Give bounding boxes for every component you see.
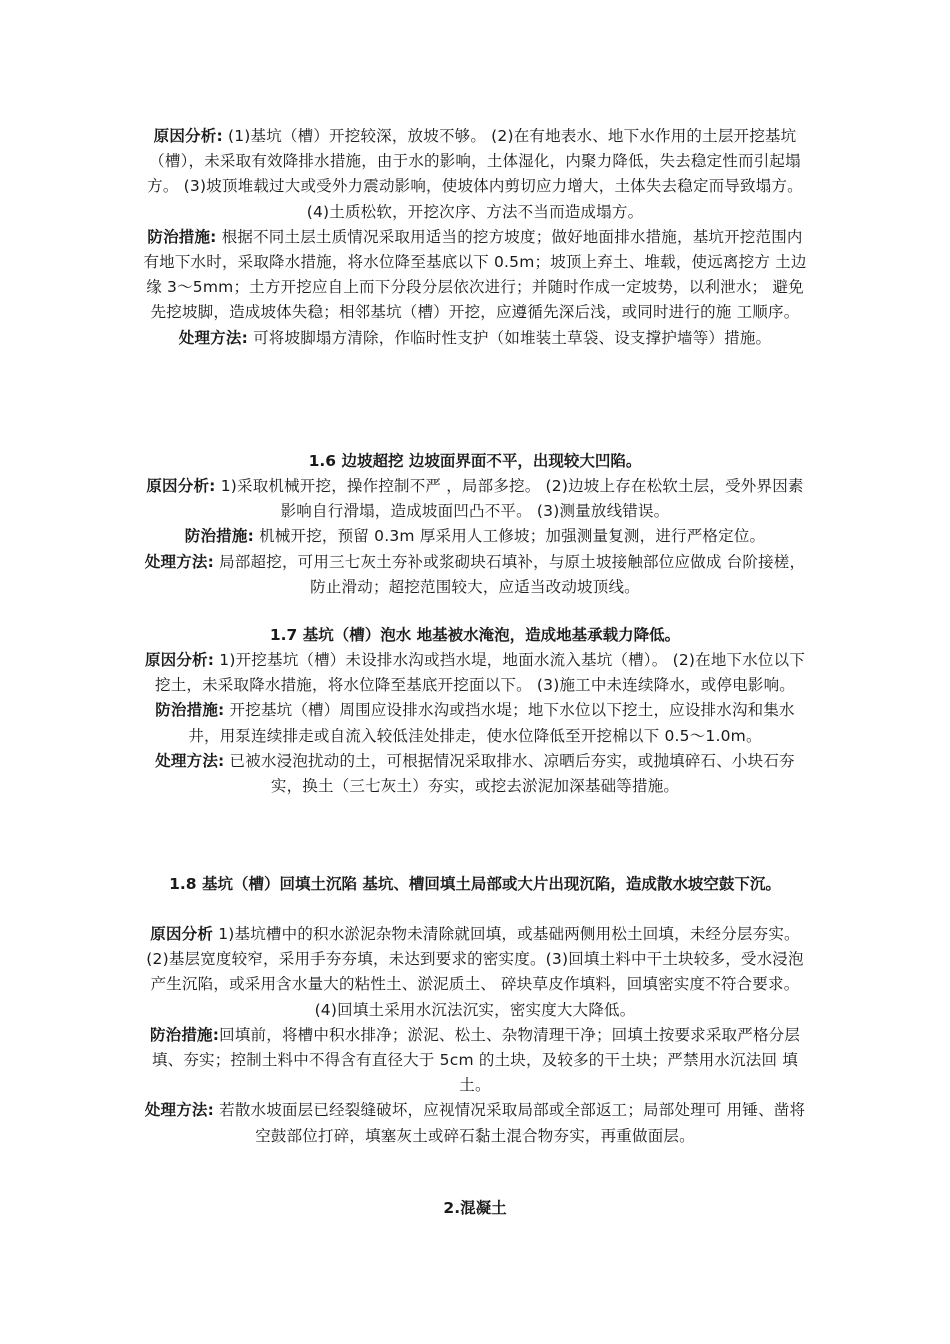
- section-1-6: [140, 474, 810, 600]
- treatment-text: 若散水坡面层已经裂缝破坏，应视情况采取局部或全部返工；局部处理可 用锤、凿将空鼓部位打碎，填塞灰土或碎石黏土混合物夯实，再重做面层。: [214, 1101, 806, 1145]
- cause-paragraph: [140, 648, 810, 698]
- section-1-7: [140, 648, 810, 799]
- cause-text: (1)基坑（槽）开挖较深，放坡不够。 (2)在有地表水、地下水作用的土层开挖基坑（槽），未采取有效降排水措施，由于水的影响，土体湿化，内聚力降低，失去稳定性而引起塌方。 (3)坡顶堆载过大或受外力震动影响，使坡体内剪切应力增大，土体失去稳定而导致塌方。(4)土质松软，开挖次序、方法不当而造成塌方。: [147, 127, 803, 221]
- cause-text: 1)采取机械开挖，操作控制不严 ，局部多挖。 (2)边坡上存在松软土层，受外界因素影响自行滑塌，造成坡面凹凸不平。 (3)测量放线错误。: [215, 477, 804, 521]
- prevention-paragraph: [140, 1023, 810, 1099]
- treatment-paragraph: [140, 1098, 810, 1148]
- cause-label: 原因分析:: [144, 651, 215, 669]
- treatment-text: 局部超挖，可用三七灰土夯补或浆砌块石填补，与原土坡接触部位应做成 台阶接槎，防止滑动；超挖范围较大，应适当改动坡顶线。: [214, 552, 806, 596]
- treatment-label: 处理方法:: [144, 1101, 215, 1120]
- prevention-paragraph: [140, 698, 810, 748]
- cause-label: 原因分析: [150, 925, 214, 943]
- treatment-paragraph: [140, 550, 810, 600]
- cause-label: 原因分析:: [153, 127, 223, 145]
- prevention-text: 回填前，将槽中积水排净；淤泥、松土、杂物清理干净；回填土按要求采取严格分层填、夯实；控制土料中不得含有直径大于 5cm 的土块，及较多的干土块；严禁用水沉法回 填土。: [151, 1025, 801, 1095]
- prevention-text: 根据不同土层土质情况采取用适当的挖方坡度；做好地面排水措施，基坑开挖范围内有地下水时，采取降水措施，将水位降至基底以下 0.5m；坡顶上弃土、堆载，使远离挖方 土边缘 3～5mm；土方开挖应自上而下分段分层依次进行；并随时作成一定坡势，以利泄水； 避免先挖坡脚，造成坡体失稳；相邻基坑（槽）开挖，应遵循先深后浅，或同时进行的施 工顺序。: [143, 227, 807, 322]
- prevention-label: 防治措施:: [184, 527, 254, 546]
- treatment-paragraph: [140, 749, 810, 799]
- prevention-label: 防治措施:: [147, 227, 217, 246]
- treatment-text: 可将坡脚塌方清除，作临时性支护（如堆装土草袋、设支撑护墙等）措施。: [247, 328, 772, 347]
- section-2-heading: 2.混凝土: [443, 1199, 507, 1217]
- treatment-paragraph: [140, 326, 810, 351]
- prevention-text: 机械开挖，预留 0.3m 厚采用人工修坡；加强测量复测，进行严格定位。: [253, 527, 766, 546]
- cause-text: 1)基坑槽中的积水淤泥杂物未清除就回填，或基础两侧用松土回填，未经分层夯实。(2)基层宽度较窄，采用手夯夯填，未达到要求的密实度。(3)回填土料中干土块较多，受水浸泡产生沉陷，或采用含水量大的粘性土、淤泥质土、 碎块草皮作填料，回填密实度不符合要求。(4)回填土采用水沉法沉实，密实度大大降低。: [146, 925, 804, 1019]
- section-1-7-heading: 1.7 基坑（槽）泡水 地基被水淹泡，造成地基承载力降低。: [269, 626, 681, 644]
- section-1-5: [140, 124, 810, 351]
- prevention-label: 防治措施:: [149, 1025, 220, 1044]
- prevention-paragraph: [140, 225, 810, 326]
- treatment-label: 处理方法:: [155, 751, 225, 770]
- cause-paragraph: [140, 922, 810, 1023]
- cause-paragraph: [140, 124, 810, 225]
- treatment-text: 已被水浸泡扰动的土，可根据情况采取排水、凉晒后夯实，或抛填碎石、小块石夯实，换土（三七灰土）夯实，或挖去淤泥加深基础等措施。: [224, 751, 795, 796]
- prevention-label: 防治措施:: [155, 701, 225, 720]
- section-1-6-heading: 1.6 边坡超挖 边坡面界面不平，出现较大凹陷。: [308, 452, 642, 470]
- prevention-paragraph: [140, 524, 810, 549]
- cause-paragraph: [140, 474, 810, 524]
- section-1-8: [140, 922, 810, 1149]
- section-1-8-heading: 1.8 基坑（槽）回填土沉陷 基坑、槽回填土局部或大片出现沉陷，造成散水坡空鼓下沉。: [169, 875, 781, 893]
- treatment-label: 处理方法:: [144, 552, 215, 571]
- treatment-label: 处理方法:: [178, 328, 248, 347]
- cause-label: 原因分析:: [146, 477, 216, 495]
- cause-text: 1)开挖基坑（槽）未设排水沟或挡水堤，地面水流入基坑（槽）。 (2)在地下水位以下挖土，未采取降水措施，将水位降至基底开挖面以下。 (3)施工中未连续降水，或停电影响。: [155, 651, 806, 695]
- prevention-text: 开挖基坑（槽）周围应设排水沟或挡水堤；地下水位以下挖土，应设排水沟和集水井，用泵连续排走或自流入较低洼处排走，使水位降低至开挖棉以下 0.5～1.0m。: [188, 701, 795, 745]
